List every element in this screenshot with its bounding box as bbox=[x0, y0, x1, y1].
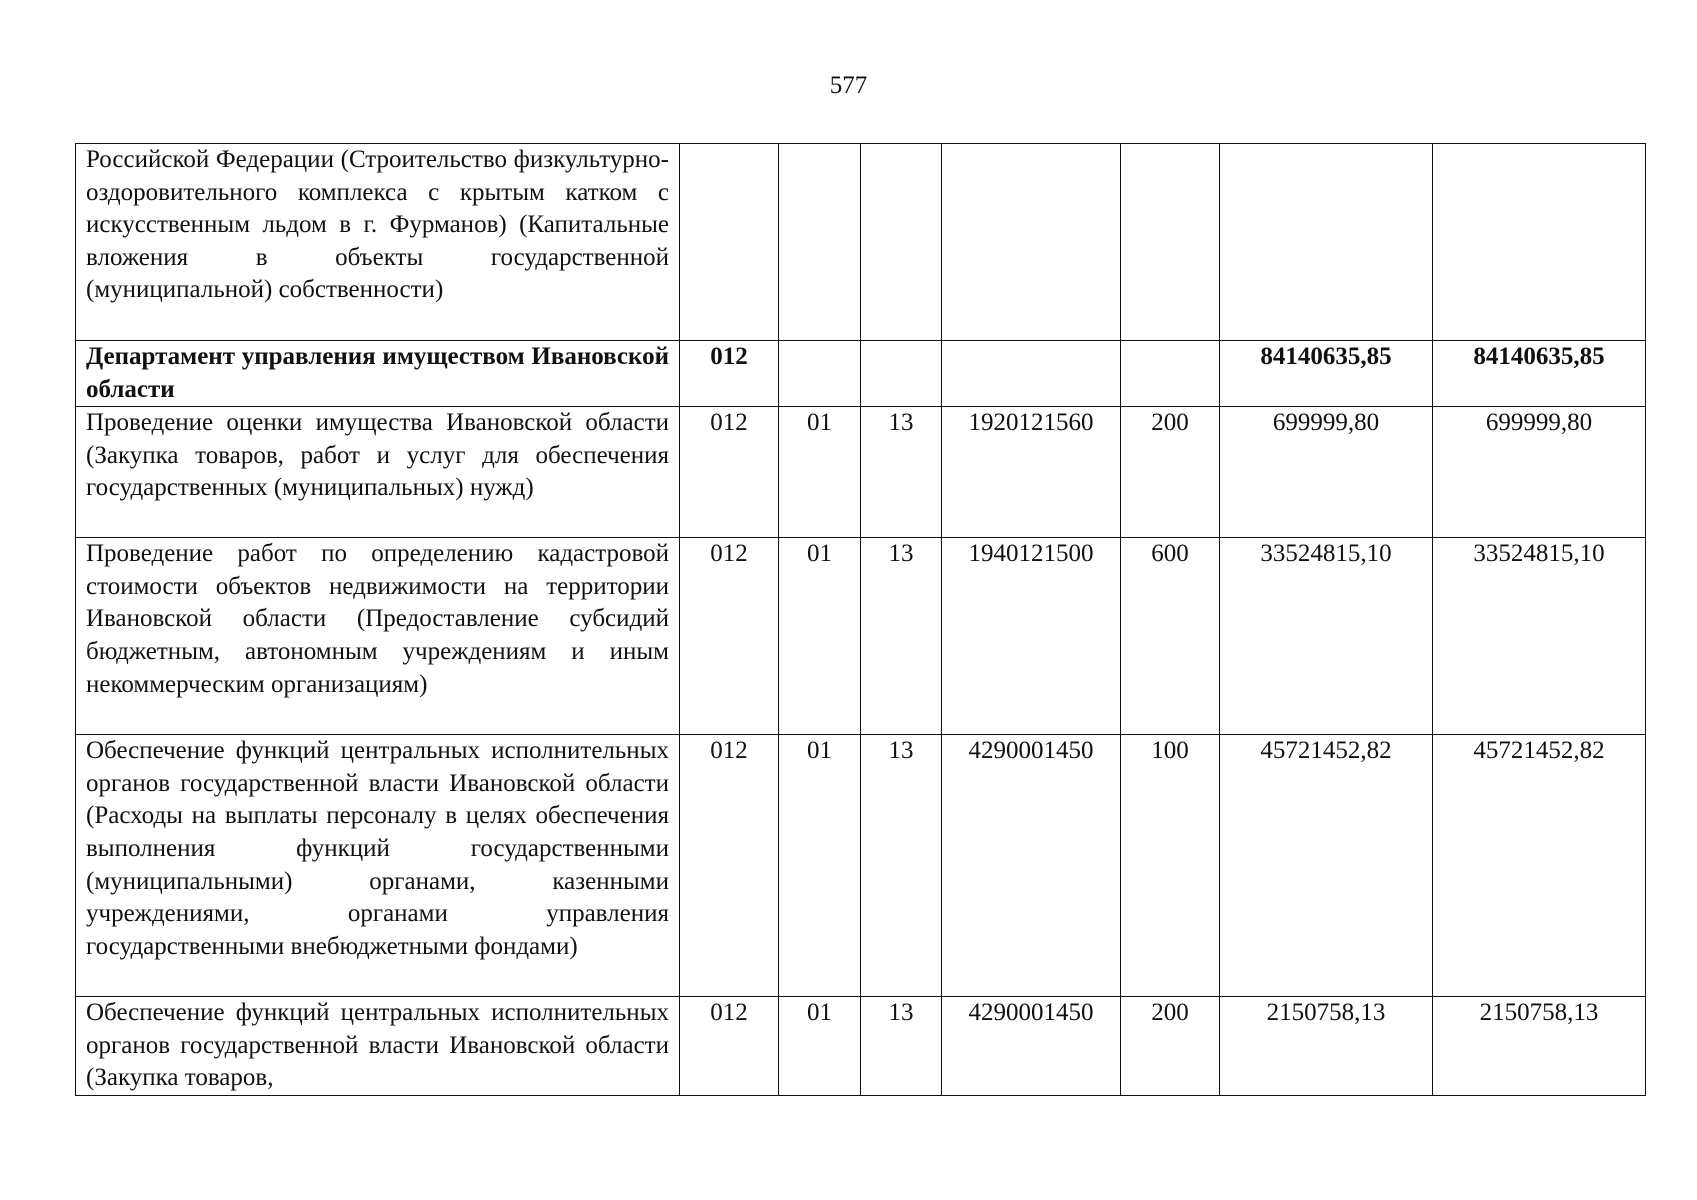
target-article-code: 1920121560 bbox=[942, 407, 1121, 538]
section-code bbox=[779, 144, 861, 341]
row-description: Обеспечение функций центральных исполнительных органов государственной власти Ивановской области (Расходы на выплаты персоналу в целях обеспечения выполнения функций государственными (муниципальными) органами, казенными учреждениями, органами управления государственными внебюджетными фондами) bbox=[76, 735, 680, 997]
table-row bbox=[76, 341, 1646, 407]
target-article-code: 4290001450 bbox=[942, 735, 1121, 997]
row-description: Департамент управления имуществом Ивановской области bbox=[76, 341, 680, 407]
amount-year-2: 84140635,85 bbox=[1433, 341, 1646, 407]
amount-year-2 bbox=[1433, 144, 1646, 341]
subsection-code bbox=[861, 341, 942, 407]
row-description: Обеспечение функций центральных исполнительных органов государственной власти Ивановской области (Закупка товаров, bbox=[76, 997, 680, 1096]
page-number: 577 bbox=[829, 72, 868, 99]
target-article-code bbox=[942, 341, 1121, 407]
section-code: 01 bbox=[779, 997, 861, 1096]
ministry-code: 012 bbox=[680, 997, 779, 1096]
table-row bbox=[76, 997, 1646, 1096]
target-article-code: 4290001450 bbox=[942, 997, 1121, 1096]
ministry-code: 012 bbox=[680, 538, 779, 735]
amount-year-1 bbox=[1220, 144, 1433, 341]
amount-year-2: 45721452,82 bbox=[1433, 735, 1646, 997]
expense-type-code bbox=[1121, 144, 1220, 341]
target-article-code: 1940121500 bbox=[942, 538, 1121, 735]
amount-year-2: 33524815,10 bbox=[1433, 538, 1646, 735]
ministry-code bbox=[680, 144, 779, 341]
amount-year-1: 33524815,10 bbox=[1220, 538, 1433, 735]
table-row bbox=[76, 735, 1646, 997]
expense-type-code: 200 bbox=[1121, 407, 1220, 538]
ministry-code: 012 bbox=[680, 735, 779, 997]
subsection-code: 13 bbox=[861, 538, 942, 735]
amount-year-2: 2150758,13 bbox=[1433, 997, 1646, 1096]
table-row bbox=[76, 538, 1646, 735]
expense-type-code: 200 bbox=[1121, 997, 1220, 1096]
row-description: Проведение оценки имущества Ивановской области (Закупка товаров, работ и услуг для обеспечения государственных (муниципальных) нужд) bbox=[76, 407, 680, 538]
amount-year-1: 45721452,82 bbox=[1220, 735, 1433, 997]
expense-type-code: 600 bbox=[1121, 538, 1220, 735]
amount-year-1: 84140635,85 bbox=[1220, 341, 1433, 407]
row-description: Российской Федерации (Строительство физкультурно-оздоровительного комплекса с крытым катком с искусственным льдом в г. Фурманов) (Капитальные вложения в объекты государственной (муниципальной) собственности) bbox=[76, 144, 680, 341]
target-article-code bbox=[942, 144, 1121, 341]
section-code: 01 bbox=[779, 407, 861, 538]
table-row bbox=[76, 144, 1646, 341]
amount-year-1: 699999,80 bbox=[1220, 407, 1433, 538]
amount-year-2: 699999,80 bbox=[1433, 407, 1646, 538]
subsection-code bbox=[861, 144, 942, 341]
amount-year-1: 2150758,13 bbox=[1220, 997, 1433, 1096]
section-code bbox=[779, 341, 861, 407]
ministry-code: 012 bbox=[680, 341, 779, 407]
subsection-code: 13 bbox=[861, 997, 942, 1096]
row-description: Проведение работ по определению кадастровой стоимости объектов недвижимости на территории Ивановской области (Предоставление субсидий бюджетным, автономным учреждениям и иным некоммерческим организациям) bbox=[76, 538, 680, 735]
subsection-code: 13 bbox=[861, 407, 942, 538]
budget-table bbox=[75, 143, 1646, 1096]
section-code: 01 bbox=[779, 735, 861, 997]
subsection-code: 13 bbox=[861, 735, 942, 997]
expense-type-code: 100 bbox=[1121, 735, 1220, 997]
section-code: 01 bbox=[779, 538, 861, 735]
ministry-code: 012 bbox=[680, 407, 779, 538]
expense-type-code bbox=[1121, 341, 1220, 407]
table-row bbox=[76, 407, 1646, 538]
